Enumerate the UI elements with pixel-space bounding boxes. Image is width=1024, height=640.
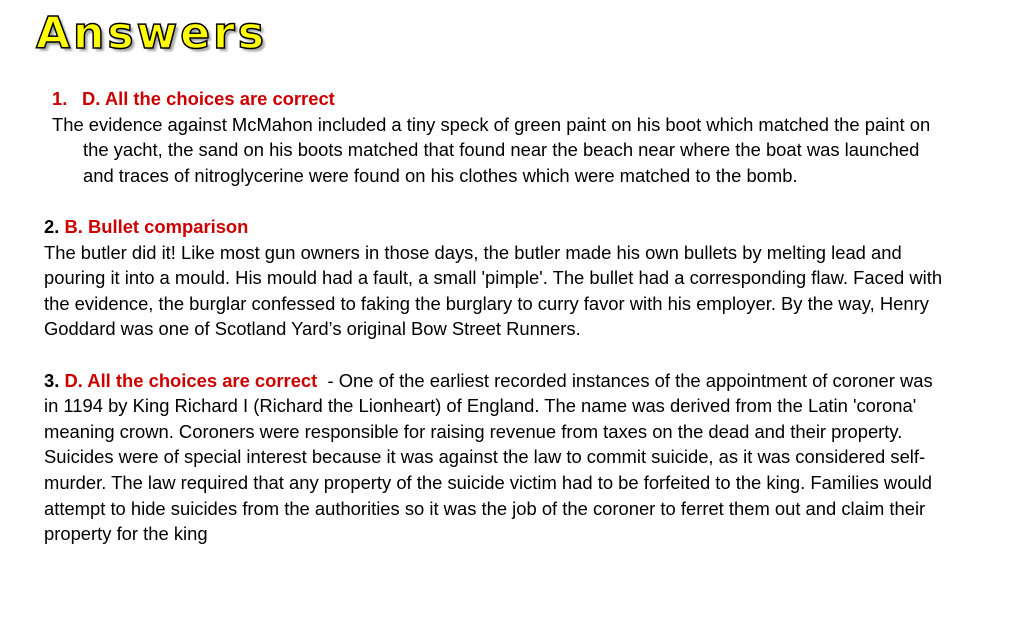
answer-3-choice: D. All the choices are correct	[64, 369, 318, 391]
answer-2-explanation: The butler did it! Like most gun owners in those days, the butler made his own bullets by melting lead and pouring it into a mould. His mould had a fault, a small 'pimple'. The bullet had a corresponding flaw. Faced with the evidence, the burglar confessed to faking the burglary to curry favor with his employer. By the way, Henry Goddard was one of Scotland Yard’s original Bow Street Runners.	[44, 241, 943, 340]
answer-2-number: 2.	[44, 215, 60, 237]
page-title: Answers	[36, 8, 267, 59]
spacer	[44, 342, 944, 368]
answer-2-heading	[44, 214, 944, 240]
answers-content	[44, 86, 944, 547]
spacer	[44, 188, 944, 214]
answer-1-number: 1.	[52, 88, 68, 109]
answer-3-block	[44, 368, 944, 547]
answer-1-explanation: The evidence against McMahon included a tiny speck of green paint on his boot which matched the paint on the yacht, the sand on his boots matched that found near the beach near where the boat was launched and traces of nitroglycerine were found on his clothes which were matched to the bomb.	[52, 113, 931, 186]
answer-1-heading	[44, 86, 944, 112]
answer-2-choice: B. Bullet comparison	[64, 215, 249, 237]
answer-3-number: 3.	[44, 369, 60, 391]
answer-1-choice: D. All the choices are correct	[82, 88, 335, 109]
answer-3-explanation: - One of the earliest recorded instances of the appointment of coroner was in 1194 by King Richard I (Richard the Lionheart) of England. The name was derived from the Latin 'corona' meaning crown. Coroners were responsible for raising revenue from taxes on the dead and their property. Suicides were of special interest because it was against the law to commit suicide, as it was considered self-murder. The law required that any property of the suicide victim had to be forfeited to the king. Families would attempt to hide suicides from the authorities so it was the job of the coroner to ferret them out and claim their property for the king	[44, 369, 933, 545]
